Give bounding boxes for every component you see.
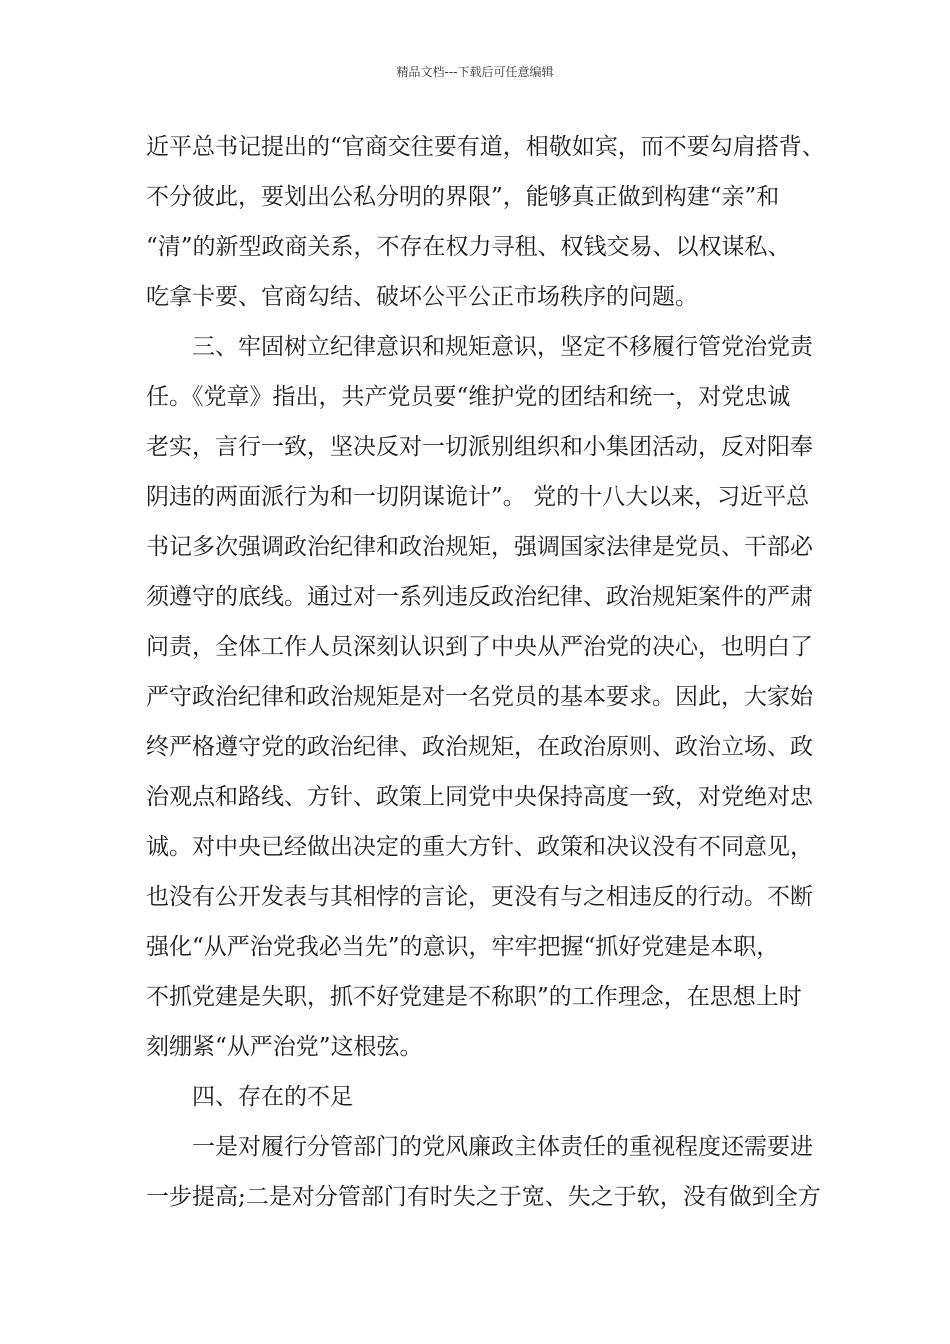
text-line: 问责，全体工作人员深刻认识到了中央从严治党的决心，也明白了 <box>146 634 813 660</box>
heading-line: 四、存在的不足 <box>192 1084 353 1110</box>
text-line: 终严格遵守党的政治纪律、政治规矩，在政治原则、政治立场、政 <box>146 734 813 760</box>
text-line: 老实，言行一致，坚决反对一切派别组织和小集团活动，反对阳奉 <box>146 434 813 460</box>
text-line: 吃拿卡要、官商勾结、破坏公平公正市场秩序的问题。 <box>146 284 698 310</box>
text-line: 任。《党章》指出，共产党员要“维护党的团结和统一，对党忠诚 <box>146 384 791 410</box>
text-line: 强化“从严治党我必当先”的意识，牢牢把握“抓好党建是本职， <box>146 934 780 960</box>
section-heading-four <box>146 1072 826 1122</box>
text-line: 一是对履行分管部门的党风廉政主体责任的重视程度还需要进 <box>192 1134 813 1160</box>
paragraph-section-three <box>146 322 826 1072</box>
text-line: 也没有公开发表与其相悖的言论，更没有与之相违反的行动。不断 <box>146 884 813 910</box>
text-line: 刻绷紧“从严治党”这根弦。 <box>146 1034 423 1060</box>
text-line: 不抓党建是失职，抓不好党建是不称职”的工作理念，在思想上时 <box>146 984 802 1010</box>
text-line: 一步提高;二是对分管部门有时失之于宽、失之于软，没有做到全方 <box>146 1184 821 1210</box>
text-line: 严守政治纪律和政治规矩是对一名党员的基本要求。因此，大家始 <box>146 684 813 710</box>
paragraph-shortcomings <box>146 1122 826 1222</box>
page-header: 精品文档---下载后可任意编辑 <box>396 65 554 79</box>
text-line: 阴违的两面派行为和一切阴谋诡计”。 党的十八大以来，习近平总 <box>146 484 810 510</box>
text-line: 诚。对中央已经做出决定的重大方针、政策和决议没有不同意见， <box>146 834 813 860</box>
text-line: 书记多次强调政治纪律和政治规矩，强调国家法律是党员、干部必 <box>146 534 813 560</box>
text-line: “清”的新型政商关系，不存在权力寻租、权钱交易、以权谋私、 <box>146 234 791 260</box>
document-body <box>146 122 826 1222</box>
paragraph-continuation <box>146 122 826 322</box>
text-line: 近平总书记提出的“官商交往要有道，相敬如宾，而不要勾肩搭背、 <box>146 134 825 160</box>
text-line: 不分彼此，要划出公私分明的界限”，能够真正做到构建“亲”和 <box>146 184 780 210</box>
text-line: 须遵守的底线。通过对一系列违反政治纪律、政治规矩案件的严肃 <box>146 584 813 610</box>
text-line: 治观点和路线、方针、政策上同党中央保持高度一致，对党绝对忠 <box>146 784 813 810</box>
text-line: 三、牢固树立纪律意识和规矩意识，坚定不移履行管党治党责 <box>192 334 813 360</box>
